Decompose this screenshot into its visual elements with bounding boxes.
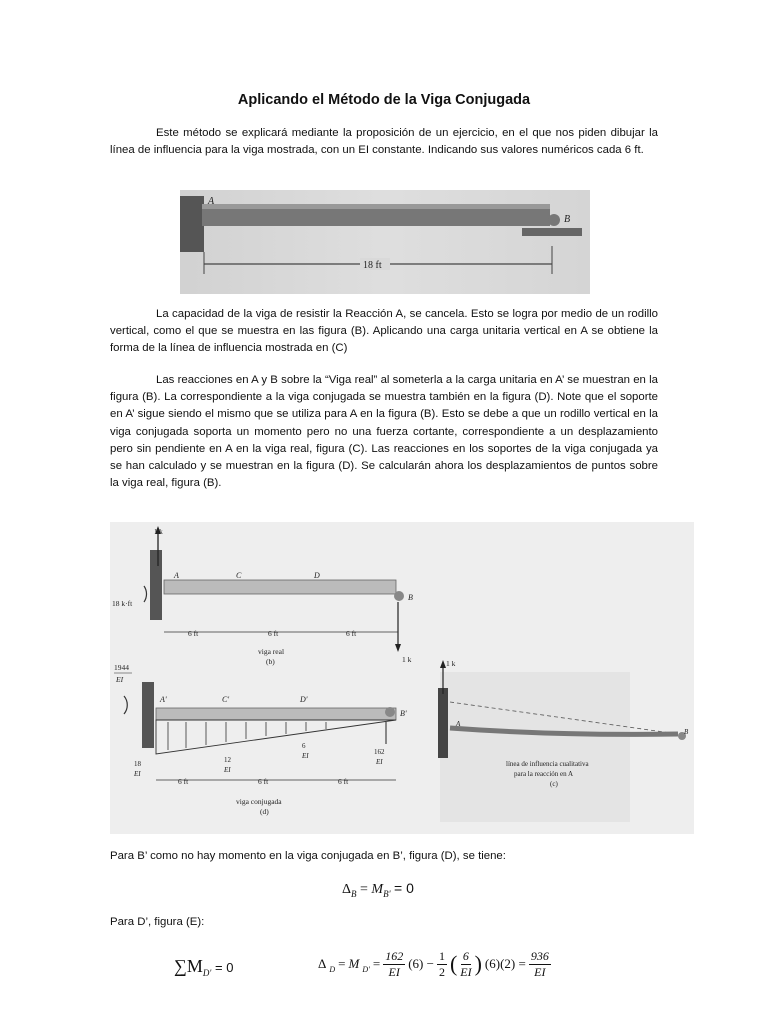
diagram-b-moment: 18 k·ft <box>112 599 133 608</box>
eq1-m: M <box>371 882 384 897</box>
diagram-b-load-top: 1 k <box>154 528 163 536</box>
diagram-d-18-den: EI <box>134 770 141 778</box>
diagram-b-caption: viga real <box>258 647 285 656</box>
paragraph-3 <box>110 372 658 492</box>
equation-2-delta: Δ $_D$ = M $_{D'}$ = $\frac{162}{EI}$ (6) − $\frac{1}{2}$ ( $\frac{6}{EI}$ ) (6)(2) = $\frac{936}{EI}$ <box>318 948 549 979</box>
eq2-frac-6-den: EI <box>460 964 472 979</box>
diagram-d-caption-letter: (d) <box>260 807 269 816</box>
diagram-d-moment-den: EI <box>116 675 124 684</box>
diagram-d-point-a: A' <box>160 695 167 704</box>
diagram-d-dim2: 6 ft <box>258 777 269 786</box>
eq2-sub-d: D <box>329 965 336 974</box>
eq2-term2: (6)(2) = <box>484 956 526 971</box>
fig1-dimension: 18 ft <box>363 260 382 271</box>
eq1-equals: = <box>360 882 368 897</box>
eq1-sub-bp: B' <box>383 888 391 899</box>
diagram-d-moment-num: 1944 <box>114 663 129 672</box>
fig1-label-a: A <box>208 196 215 207</box>
diagram-d-162-den: EI <box>376 758 383 766</box>
eq2-delta: Δ <box>318 956 327 971</box>
diagram-b-point-b: B <box>408 593 413 602</box>
diagram-b-dim3: 6 ft <box>346 629 357 638</box>
eq2-frac-6-num: 6 <box>462 948 469 963</box>
diagram-b-dim1: 6 ft <box>188 629 199 638</box>
figure-diagrams <box>110 522 694 834</box>
eq2-frac-6 <box>460 949 471 980</box>
paragraph-5: Para D’, figura (E): <box>110 916 205 928</box>
eq2-sum: ∑M <box>174 956 203 976</box>
eq2-sub: D' <box>202 968 212 978</box>
eq2-frac-half-den: 2 <box>438 964 445 979</box>
diagram-b-dim2: 6 ft <box>268 629 279 638</box>
paragraph-4: Para B’ como no hay momento en la viga conjugada en B’, figura (D), se tiene: <box>110 850 506 862</box>
eq1-delta: Δ <box>342 882 352 897</box>
diagram-c-load: 1 k <box>446 659 456 668</box>
diagram-d-18-num: 18 <box>134 760 141 768</box>
roller-support <box>548 214 560 226</box>
paragraph-1-text: Este método se explicará mediante la proposición de un ejercicio, en el que nos piden dibujar la línea de influencia para la viga mostrada, con un EI constante. Indicando sus valores numéricos cada 6 ft. <box>110 127 658 157</box>
eq2-term1: (6) − <box>408 956 434 971</box>
eq2-frac-162-num: 162 <box>385 948 404 963</box>
paragraph-3-text: Las reacciones en A y B sobre la “Viga real” al someterla a la carga unitaria en A’ se muestran en la figura (B). La correspondiente a la viga conjugada se muestra también en la figura (D). Note que el soporte en A’ sigue siendo el mismo que se utiliza para A en la figura (B). Esto se debe a que un rodillo vertical en la viga conjugada soporta un momento pero no una fuerza cortante, correspondiente a un desplazamiento pero sin pendiente en A en la viga real, figura (C). Las reacciones en los soportes de la viga conjugada ya se han calculado y se muestran en la figura (D). Se calcularán ahora los desplazamientos de puntos sobre la viga real, figura (B). <box>110 374 658 490</box>
diagram-d-point-d: D' <box>300 695 308 704</box>
diagram-d-dim3: 6 ft <box>338 777 349 786</box>
diagram-d-6-num: 6 <box>302 742 306 750</box>
figure-beam-photo <box>180 190 590 294</box>
eq2-frac-162-den: EI <box>388 964 400 979</box>
diagram-d-12-den: EI <box>224 766 231 774</box>
diagram-b-load-b: 1 k <box>402 655 412 664</box>
eq2-frac-half-num: 1 <box>438 948 445 963</box>
paragraph-2-text: La capacidad de la viga de resistir la Reacción A, se cancela. Esto se logra por medio de un rodillo vertical, como el que se muestra en las figura (B). Aplicando una carga unitaria vertical en A se obtiene la forma de la línea de influencia mostrada en (C) <box>110 308 658 355</box>
eq2-m: M <box>348 956 360 971</box>
diagram-d-6-den: EI <box>302 752 309 760</box>
paragraph-1 <box>110 125 658 159</box>
diagram-d-dim1: 6 ft <box>178 777 189 786</box>
eq2-sub-dp: D' <box>362 965 370 974</box>
diagram-c-caption-2: para la reacción en A <box>514 770 574 778</box>
diagram-c-caption-letter: (c) <box>550 780 558 788</box>
eq2-frac-936 <box>529 949 551 980</box>
equation-1 <box>342 880 414 899</box>
eq1-sub-b: B <box>351 888 357 899</box>
page-title: Aplicando el Método de la Viga Conjugada <box>237 92 531 108</box>
diagram-b-caption-letter: (b) <box>266 657 275 666</box>
diagram-c-caption-1: línea de influencia cualitativa <box>506 760 589 768</box>
diagram-c-point-b: B <box>684 728 689 736</box>
fig1-label-b: B <box>564 214 571 225</box>
diagram-d-162-num: 162 <box>374 748 385 756</box>
eq2-sum-rhs: = 0 <box>215 960 234 975</box>
eq2-frac-162 <box>383 949 405 980</box>
diagram-d-12-num: 12 <box>224 756 231 764</box>
diagram-d-caption: viga conjugada <box>236 797 282 806</box>
paragraph-2 <box>110 306 658 358</box>
eq2-frac-half <box>437 949 447 980</box>
diagram-d-point-b: B' <box>400 709 407 718</box>
eq1-rhs: = 0 <box>394 880 414 896</box>
diagram-b-point-c: C <box>236 571 242 580</box>
diagram-d-point-c: C' <box>222 695 230 704</box>
equation-2-sum <box>174 956 233 978</box>
diagram-c-point-a: A <box>456 720 461 728</box>
eq2-frac-936-num: 936 <box>530 948 549 963</box>
eq2-frac-936-den: EI <box>534 964 546 979</box>
diagram-b-point-a: A <box>174 571 179 580</box>
diagram-b-point-d: D <box>314 571 320 580</box>
fixed-wall <box>180 196 204 252</box>
